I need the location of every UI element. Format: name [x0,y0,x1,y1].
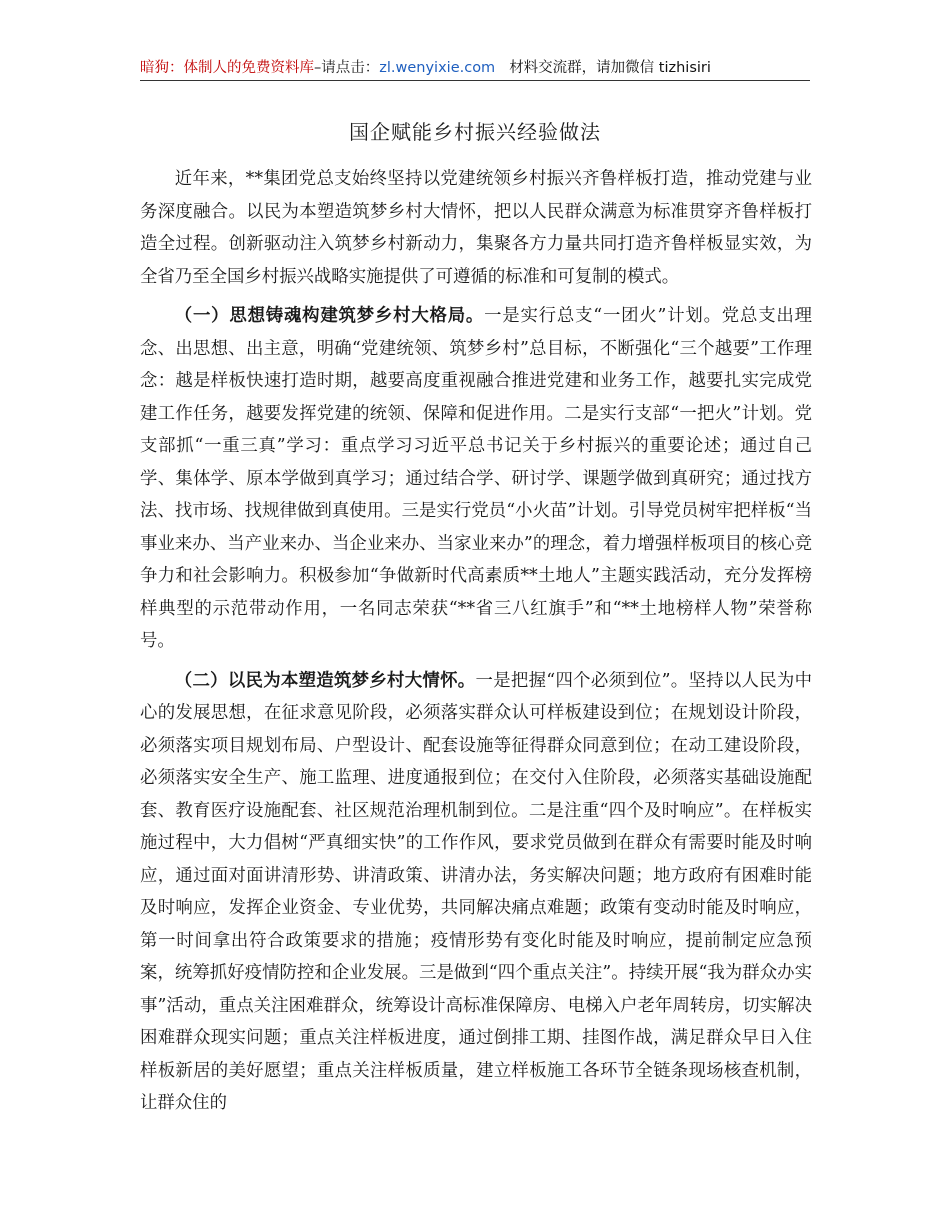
section-2-body: 一是把握“四个必须到位”。坚持以人民为中心的发展思想，在征求意见阶段，必须落实群众认可样板建设到位；在规划设计阶段，必须落实项目规划布局、户型设计、配套设施等征得群众同意到位；在动工建设阶段，必须落实安全生产、施工监理、进度通报到位；在交付入住阶段，必须落实基础设施配套、教育医疗设施配套、社区规范治理机制到位。二是注重“四个及时响应”。在样板实施过程中，大力倡树“严真细实快”的工作作风，要求党员做到在群众有需要时能及时响应，通过面对面讲清形势、讲清政策、讲清办法，务实解决问题；地方政府有困难时能及时响应，发挥企业资金、专业优势，共同解决痛点难题；政策有变动时能及时响应，第一时间拿出符合政策要求的措施；疫情形势有变化时能及时响应，提前制定应急预案，统筹抓好疫情防控和企业发展。三是做到“四个重点关注”。持续开展“我为群众办实事”活动，重点关注困难群众，统筹设计高标准保障房、电梯入户老年周转房，切实解决困难群众现实问题；重点关注样板进度，通过倒排工期、挂图作战，满足群众早日入住样板新居的美好愿望；重点关注样板质量，建立样板施工各环节全链条现场核查机制，让群众住的 [140,670,812,1113]
section-2-heading: （二）以民为本塑造筑梦乡村大情怀。 [174,670,476,691]
header-brand: 暗狗：体制人的免费资料库 [140,60,314,76]
section-1-heading: （一）思想铸魂构建筑梦乡村大格局。 [174,306,485,326]
section-2-paragraph [140,665,812,1120]
header-link[interactable]: zl.wenyixie.com [379,60,496,76]
header-wechat-note: 材料交流群，请加微信 tizhisiri [509,60,711,76]
document-body [140,163,812,1127]
intro-paragraph: 近年来，**集团党总支始终坚持以党建统领乡村振兴齐鲁样板打造，推动党建与业务深度融合。以民为本塑造筑梦乡村大情怀，把以人民群众满意为标准贯穿齐鲁样板打造全过程。创新驱动注入筑梦乡村新动力，集聚各方力量共同打造齐鲁样板显实效，为全省乃至全国乡村振兴战略实施提供了可遵循的标准和可复制的模式。 [140,169,812,287]
header-click-prefix: –请点击： [314,60,380,76]
section-1-body: 一是实行总支“一团火”计划。党总支出理念、出思想、出主意，明确“党建统领、筑梦乡村”总目标，不断强化“三个越要”工作理念：越是样板快速打造时期，越要高度重视融合推进党建和业务工作，越要扎实完成党建工作任务，越要发挥党建的统领、保障和促进作用。二是实行支部“一把火”计划。党支部抓“一重三真”学习：重点学习习近平总书记关于乡村振兴的重要论述；通过自己学、集体学、原本学做到真学习；通过结合学、研讨学、课题学做到真研究；通过找方法、找市场、找规律做到真使用。三是实行党员“小火苗”计划。引导党员树牢把样板“当事业来办、当产业来办、当企业来办、当家业来办”的理念，着力增强样板项目的核心竞争力和社会影响力。积极参加“争做新时代高素质**土地人”主题实践活动，充分发挥榜样典型的示范带动作用，一名同志荣获“**省三八红旗手”和“**土地榜样人物”荣誉称号。 [140,306,812,651]
page-header [140,58,810,78]
section-1-paragraph [140,300,812,658]
header-divider [140,80,810,81]
document-title: 国企赋能乡村振兴经验做法 [349,120,601,144]
